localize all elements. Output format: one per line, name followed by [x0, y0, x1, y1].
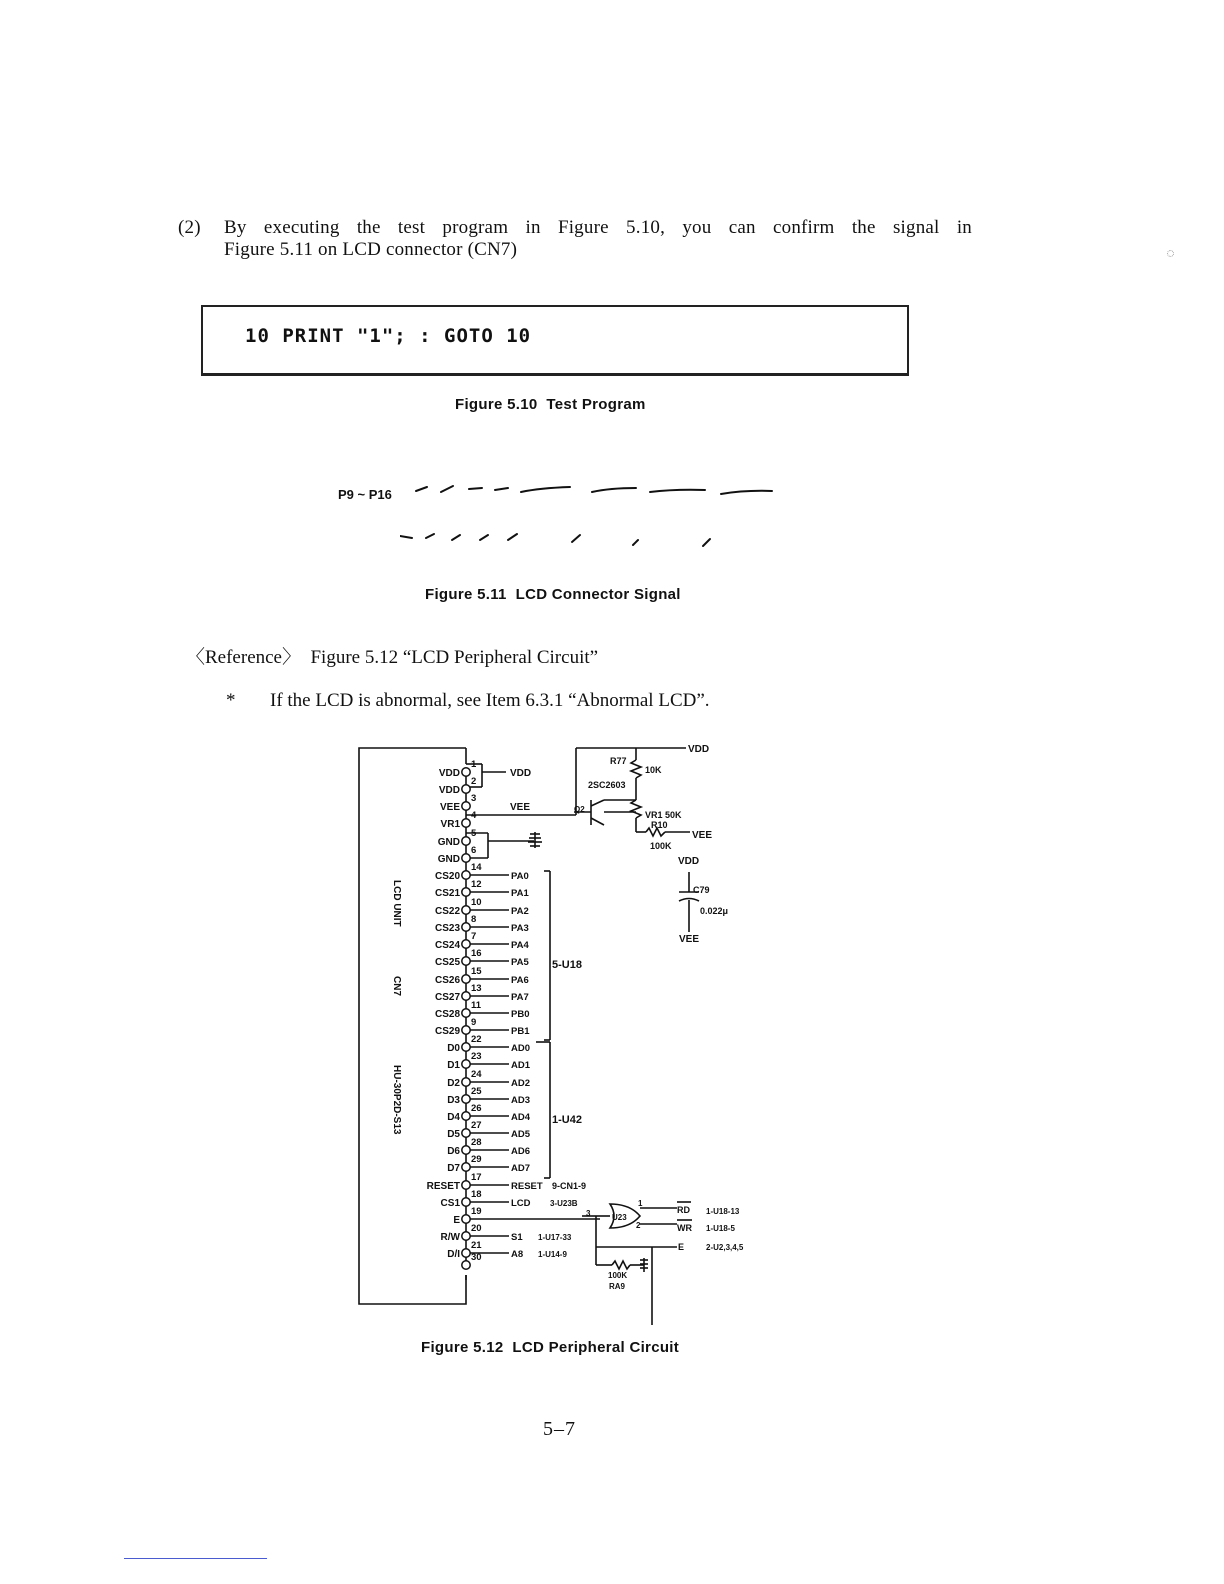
pin-number: 5: [471, 828, 477, 839]
signal-label: P9 ~ P16: [338, 487, 392, 502]
wr-label: WR: [677, 1223, 692, 1233]
test-program-code: 10 PRINT "1"; : GOTO 10: [245, 325, 532, 347]
connector-pin: [462, 1009, 470, 1017]
connector-pin: [462, 1146, 470, 1154]
connector-pin: [462, 837, 470, 845]
pin-number: 22: [471, 1034, 482, 1045]
pin-name: CS28: [434, 1009, 460, 1020]
footer-rule: [124, 1558, 267, 1559]
pin-signal: A8: [511, 1249, 524, 1260]
pin-number: 23: [471, 1051, 482, 1062]
vee-label-right: VEE: [692, 830, 713, 841]
connector-pin: [462, 785, 470, 793]
r77-value: 10K: [645, 765, 662, 775]
connector-pin: [462, 1215, 470, 1223]
pin-number: 28: [471, 1137, 482, 1148]
step-text-line1: By executing the test program in Figure 5.10, you can confirm the signal in: [224, 217, 972, 238]
pin-signal: AD3: [511, 1095, 531, 1106]
pin-name: CS29: [434, 1026, 460, 1037]
pin-number: 30: [471, 1252, 482, 1263]
lcd-dest: 3-U23B: [550, 1199, 578, 1208]
pin-number: 1: [471, 759, 477, 770]
pin-number: 10: [471, 897, 482, 908]
pin-number: 19: [471, 1206, 482, 1217]
connector-pin: [462, 1163, 470, 1171]
connector-pin: [462, 957, 470, 965]
pin-signal: VDD: [510, 768, 532, 779]
pin-name: VDD: [438, 785, 460, 796]
pin-signal: AD7: [511, 1163, 531, 1174]
pin-name: CS22: [434, 906, 460, 917]
pin-number: 14: [471, 862, 482, 873]
connector-pin: [462, 975, 470, 983]
pin-name: CS24: [434, 940, 460, 951]
pin-signal: RESET: [511, 1181, 543, 1192]
e-dest: 2-U2,3,4,5: [706, 1243, 744, 1252]
connector-pin: [462, 888, 470, 896]
c79-label: C79: [693, 885, 710, 895]
rd-label: RD: [677, 1205, 690, 1215]
pin-number: 7: [471, 931, 477, 942]
pin-number: 11: [471, 1000, 482, 1011]
pin-signal: VEE: [510, 802, 531, 813]
connector-pin: [462, 1129, 470, 1137]
sl-dest: 1-U17-33: [538, 1233, 572, 1242]
part-label: HU-30P2D-S13: [391, 1065, 402, 1135]
pin-name: CS25: [434, 957, 460, 968]
pin-signal: PA7: [511, 992, 529, 1003]
connector-pin: [462, 1095, 470, 1103]
reference-line: 〈Reference〉 Figure 5.12 “LCD Peripheral Circuit”: [186, 647, 599, 668]
connector-pin: [462, 1181, 470, 1189]
connector-pin: [462, 1232, 470, 1240]
pin-number: 15: [471, 966, 482, 977]
pin-number: 6: [471, 845, 477, 856]
connector-pin: [462, 1060, 470, 1068]
pin-name: CS20: [434, 871, 460, 882]
transistor-label: 2SC2603: [588, 780, 626, 790]
pin-number: 9: [471, 1017, 477, 1028]
step-text-line2: Figure 5.11 on LCD connector (CN7): [224, 239, 518, 260]
pin-number: 27: [471, 1120, 482, 1131]
connector-pin: [462, 1261, 470, 1269]
r77-label: R77: [610, 756, 627, 766]
pin-signal: PA1: [511, 888, 529, 899]
pin-name: CS27: [434, 992, 460, 1003]
r10-label: R10: [651, 820, 668, 830]
unit-label: LCD UNIT: [391, 880, 402, 927]
reset-dest: 9-CN1-9: [552, 1181, 587, 1191]
pin-signal: AD1: [511, 1060, 531, 1071]
pin-number: 21: [471, 1240, 482, 1251]
connector-pin: [462, 854, 470, 862]
pin-number: 25: [471, 1086, 482, 1097]
pin-name: VR1: [440, 819, 460, 830]
pin-name: D2: [447, 1078, 460, 1089]
pin-number: 24: [471, 1069, 482, 1080]
rd-dest: 1-U18-13: [706, 1207, 740, 1216]
pin-signal: AD0: [511, 1043, 531, 1054]
pin-name: D7: [447, 1163, 460, 1174]
pin-name: R/W: [440, 1232, 460, 1243]
connector-pin: [462, 1249, 470, 1257]
connector-pin: [462, 992, 470, 1000]
note-text: If the LCD is abnormal, see Item 6.3.1 “Abnormal LCD”.: [270, 690, 710, 711]
pin-signal: PA0: [511, 871, 529, 882]
figure-5-12-caption: Figure 5.12 LCD Peripheral Circuit: [421, 1339, 680, 1356]
connector-pin: [462, 1026, 470, 1034]
gate-pin2: 2: [636, 1221, 641, 1230]
vr1-label: VR1 50K: [645, 810, 682, 820]
pin-number: 8: [471, 914, 477, 925]
connector-pin: [462, 819, 470, 827]
pin-name: D5: [447, 1129, 460, 1140]
pin-number: 3: [471, 793, 477, 804]
pin-number: 16: [471, 948, 482, 959]
page-number: 5–7: [543, 1418, 576, 1440]
pin-name: GND: [437, 854, 460, 865]
pin-name: D6: [447, 1146, 460, 1157]
pin-name: CS1: [440, 1198, 460, 1209]
pin-signal: AD2: [511, 1078, 531, 1089]
figure-5-11-caption: Figure 5.11 LCD Connector Signal: [425, 586, 681, 603]
pin-signal: AD4: [511, 1112, 531, 1123]
connector-pin: [462, 923, 470, 931]
ra9-value: 100K: [608, 1271, 628, 1280]
pin-signal: PA2: [511, 906, 529, 917]
pin-number: 13: [471, 983, 482, 994]
vdd-label-cap: VDD: [678, 856, 700, 867]
connector-pin: [462, 871, 470, 879]
pin-name: E: [453, 1215, 460, 1226]
pin-signal: S1: [511, 1232, 523, 1243]
gate-pin1: 1: [638, 1199, 643, 1208]
pin-name: CS23: [434, 923, 460, 934]
pin-name: D1: [447, 1060, 460, 1071]
gate-pin3: 3: [586, 1209, 591, 1218]
pin-name: GND: [437, 837, 460, 848]
pin-name: D3: [447, 1095, 460, 1106]
connector-pin: [462, 1078, 470, 1086]
ra9-label: RA9: [609, 1282, 626, 1291]
figure-5-10-caption: Figure 5.10 Test Program: [455, 396, 646, 413]
vdd-label-top: VDD: [688, 744, 710, 755]
note-marker: *: [226, 690, 236, 711]
pin-signal: PB1: [511, 1026, 530, 1037]
connector-pin: [462, 940, 470, 948]
pin-signal: LCD: [511, 1198, 531, 1209]
pin-name: CS26: [434, 975, 460, 986]
group-u42-label: 1-U42: [552, 1114, 582, 1126]
connector-pin: [462, 1112, 470, 1120]
vee-label-cap: VEE: [679, 934, 700, 945]
pin-name: VDD: [438, 768, 460, 779]
pin-number: 29: [471, 1154, 482, 1165]
pin-name: D/I: [447, 1249, 460, 1260]
pin-signal: PA6: [511, 975, 529, 986]
pin-name: CS21: [434, 888, 460, 899]
step-number: (2): [178, 217, 201, 238]
wr-dest: 1-U18-5: [706, 1224, 735, 1233]
pin-signal: PA3: [511, 923, 529, 934]
r10-value: 100K: [650, 841, 672, 851]
connector-pin: [462, 906, 470, 914]
connector-label: CN7: [391, 976, 402, 997]
connector-pin: [462, 1043, 470, 1051]
pin-number: 17: [471, 1172, 482, 1183]
pin-signal: PA4: [511, 940, 529, 951]
connector-pin: [462, 1198, 470, 1206]
pin-name: RESET: [426, 1181, 460, 1192]
pin-signal: PB0: [511, 1009, 530, 1020]
pin-number: 12: [471, 879, 482, 890]
c79-value: 0.022μ: [700, 906, 729, 916]
pin-number: 18: [471, 1189, 482, 1200]
group-u18-label: 5-U18: [552, 959, 582, 971]
pin-number: 20: [471, 1223, 482, 1234]
pin-name: VEE: [439, 802, 460, 813]
e-label: E: [678, 1242, 685, 1252]
pin-signal: PA5: [511, 957, 529, 968]
pin-number: 4: [471, 810, 477, 821]
pin-name: D0: [447, 1043, 460, 1054]
pin-number: 2: [471, 776, 477, 787]
pin-number: 26: [471, 1103, 482, 1114]
gate-label: U23: [612, 1213, 627, 1222]
connector-pin: [462, 768, 470, 776]
q2-label: Q2: [574, 805, 585, 814]
connector-pin: [462, 802, 470, 810]
pin-signal: AD5: [511, 1129, 531, 1140]
pin-signal: AD6: [511, 1146, 531, 1157]
a8-dest: 1-U14-9: [538, 1250, 567, 1259]
pin-name: D4: [447, 1112, 460, 1123]
